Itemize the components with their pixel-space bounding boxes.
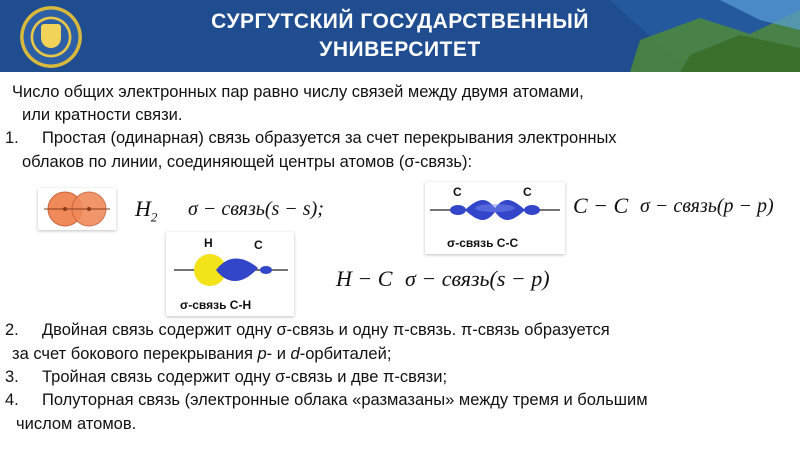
intro-line1: Число общих электронных пар равно числу связей между двумя атомами, <box>12 83 584 101</box>
item2-line2: за счет бокового перекрывания p- и d-орбиталей; <box>12 345 392 363</box>
item1-line2: облаков по линии, соединяющей центры атомов (σ-связь): <box>22 153 473 171</box>
h2-orbital-figure <box>38 188 116 230</box>
item1-line1: Простая (одинарная) связь образуется за счет перекрывания электронных <box>42 129 617 147</box>
intro-line2: или кратности связи. <box>22 106 183 124</box>
item3-number: 3. <box>5 368 19 386</box>
header-title-line1: СУРГУТСКИЙ ГОСУДАРСТВЕННЫЙ <box>211 10 589 33</box>
item1-number: 1. <box>5 129 19 147</box>
item2-line1: Двойная связь содержит одну σ-связь и одну π-связь. π-связь образуется <box>42 321 610 339</box>
header-banner <box>0 0 800 72</box>
cc-bond-description: σ − связь(p − p) <box>640 195 774 217</box>
h2-bond-description: σ − связь(s − s); <box>188 198 324 220</box>
item4-line1: Полуторная связь (электронные облака «размазаны» между тремя и большим <box>42 391 648 409</box>
header-title-line2: УНИВЕРСИТЕТ <box>319 38 481 61</box>
item2-number: 2. <box>5 321 19 339</box>
cc-sigma-bond-figure <box>425 182 565 254</box>
item4-number: 4. <box>5 391 19 409</box>
h2-formula: $H_2$ <box>135 196 158 225</box>
item4-line2: числом атомов. <box>16 415 137 433</box>
hc-bond-description: σ − связь(s − p) <box>405 266 550 291</box>
ch-label-c: C <box>254 238 263 252</box>
item3-line1: Тройная связь содержит одну σ-связь и две π-связи; <box>42 368 448 386</box>
cc-label-right: C <box>523 185 532 199</box>
hc-formula: H − C <box>336 266 393 291</box>
cc-formula: C − C <box>573 193 629 218</box>
ch-label-h: H <box>204 236 213 250</box>
ch-sigma-bond-figure <box>166 232 294 316</box>
cc-caption: σ-связь С-С <box>447 236 519 250</box>
ch-caption: σ-связь С-Н <box>180 298 252 312</box>
cc-label-left: C <box>453 185 462 199</box>
